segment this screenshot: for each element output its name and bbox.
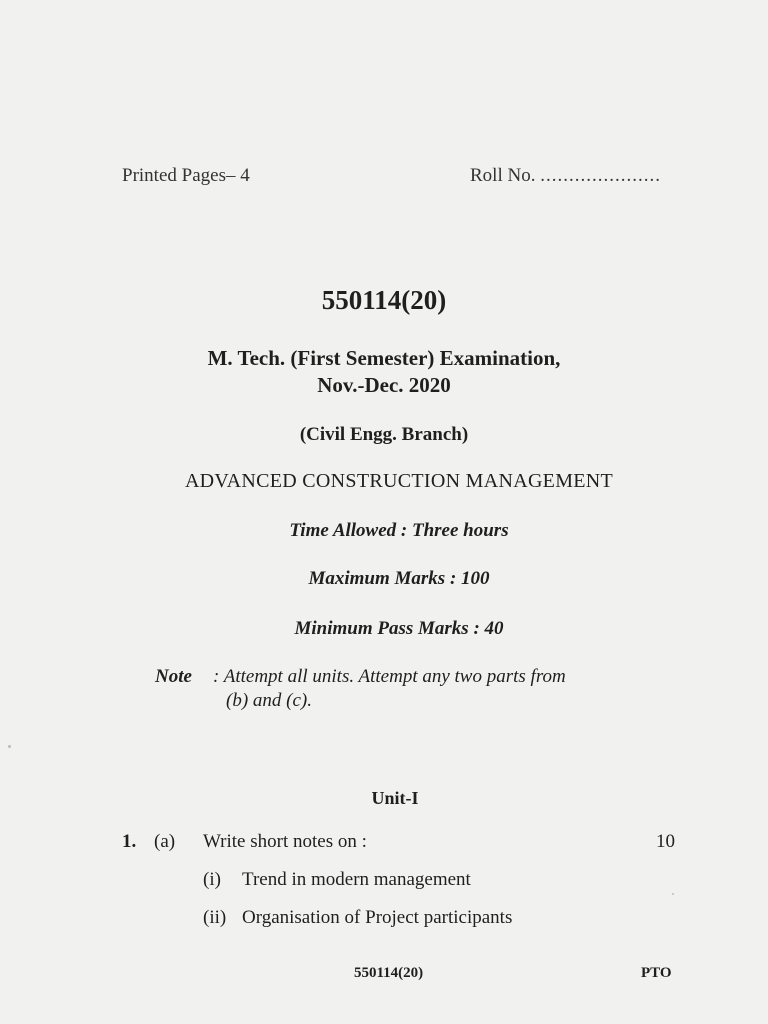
printed-pages: Printed Pages– 4	[122, 165, 250, 186]
branch: (Civil Engg. Branch)	[299, 424, 469, 445]
note-text-line1: : Attempt all units. Attempt any two parts from	[213, 666, 566, 687]
roll-number-blank: .....................	[540, 165, 661, 186]
subject-title: ADVANCED CONSTRUCTION MANAGEMENT	[184, 470, 614, 492]
subpart-number: (ii)	[203, 907, 227, 928]
time-allowed: Time Allowed : Three hours	[289, 520, 509, 541]
exam-title: M. Tech. (First Semester) Examination,	[207, 346, 561, 370]
question-number: 1.	[122, 831, 137, 852]
maximum-marks: Maximum Marks : 100	[308, 568, 490, 589]
question-marks: 10	[656, 831, 675, 852]
roll-number-label: Roll No.	[470, 165, 536, 186]
minimum-pass-marks: Minimum Pass Marks : 40	[294, 618, 504, 639]
subpart-number: (i)	[203, 869, 221, 890]
scan-speck	[672, 893, 674, 895]
subpart-text: Organisation of Project participants	[242, 907, 513, 928]
roll-number	[470, 165, 661, 187]
scan-speck	[8, 745, 11, 748]
note-text-line2: (b) and (c).	[226, 690, 312, 711]
unit-heading: Unit-I	[371, 788, 419, 808]
question-text: Write short notes on :	[203, 831, 367, 852]
exam-session: Nov.-Dec. 2020	[317, 373, 451, 397]
subpart-text: Trend in modern management	[242, 869, 471, 890]
paper-code: 550114(20)	[321, 285, 447, 315]
note-label: Note	[155, 666, 192, 687]
footer-pto: PTO	[641, 965, 672, 981]
footer-paper-code: 550114(20)	[354, 965, 424, 981]
question-part-label: (a)	[154, 831, 176, 852]
